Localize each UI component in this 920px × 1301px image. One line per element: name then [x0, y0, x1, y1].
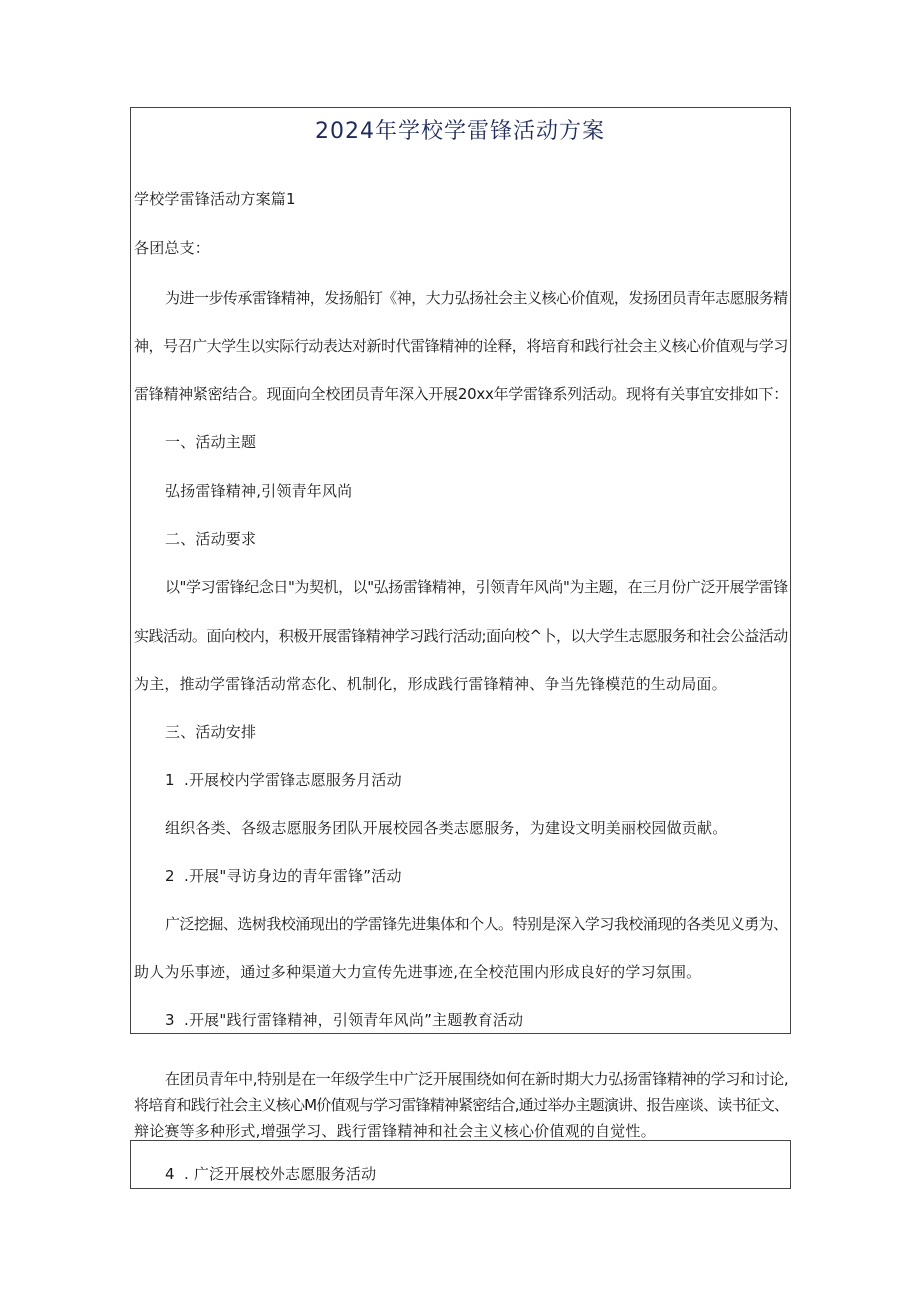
intro-line-1: 为进一步传承雷锋精神，发扬船钉《神，大力弘扬社会主义核心价值观，发扬团员青年志愿服务精 — [165, 289, 788, 307]
item1-title: .开展校内学雷锋志愿服务月活动 — [184, 771, 402, 789]
page-title: 2024年学校学雷锋活动方案 — [315, 119, 605, 144]
item4-title: . 广泛开展校外志愿服务活动 — [184, 1165, 377, 1183]
outside-line-3: 辩论赛等多种形式,增强学习、践行雷锋精神和社会主义核心价值观的自觉性。 — [134, 1122, 656, 1140]
sec2-line-2: 实践活动。面向校内，积极开展雷锋精神学习践行活动;面向校^卜，以大学生志愿服务和社会公益活动 — [134, 627, 788, 645]
item4-number: 4 — [165, 1165, 175, 1183]
item2-line-1: 广泛挖掘、选树我校涌现出的学雷锋先进集体和个人。特别是深入学习我校涌现的各类见义勇为、 — [165, 915, 788, 933]
item2-title: .开展"寻访身边的青年雷锋”活动 — [184, 867, 402, 885]
item3-number: 3 — [165, 1011, 175, 1029]
salutation: 各团总支： — [134, 239, 211, 257]
item2-line-2: 助人为乐事迹，通过多种渠道大力宣传先进事迹,在全校范围内形成良好的学习氛围。 — [134, 963, 702, 981]
intro-line-2: 神，号召广大学生以实际行动表达对新时代雷锋精神的诠释，将培育和践行社会主义核心价值观与学习 — [134, 337, 788, 355]
outside-line-1: 在团员青年中,特别是在一年级学生中广泛开展围绕如何在新时期大力弘扬雷锋精神的学习和讨论, — [165, 1070, 789, 1088]
sec2-title: 二、活动要求 — [165, 530, 257, 548]
section-heading: 学校学雷锋活动方案篇1 — [134, 190, 296, 208]
item1-text: 组织各类、各级志愿服务团队开展校园各类志愿服务，为建设文明美丽校园做贡献。 — [165, 819, 728, 837]
sec1-text: 弘扬雷锋精神,引领青年风尚 — [165, 482, 353, 500]
sec1-title: 一、活动主题 — [165, 433, 257, 451]
item2-number: 2 — [165, 867, 175, 885]
outside-line-2: 将培育和践行社会主义核心M价值观与学习雷锋精神紧密结合,通过举办主题演讲、报告座谈、读书征文、 — [134, 1096, 789, 1114]
sec2-line-3: 为主，推动学雷锋活动常态化、机制化，形成践行雷锋精神、争当先锋模范的生动局面。 — [134, 675, 727, 693]
sec3-title: 三、活动安排 — [165, 723, 257, 741]
item3-title: .开展"践行雷锋精神，引领青年风尚”主题教育活动 — [184, 1011, 524, 1029]
item1-number: 1 — [165, 771, 175, 789]
sec2-line-1: 以"学习雷锋纪念日"为契机，以"弘扬雷锋精神，引领青年风尚"为主题，在三月份广泛开展学雷锋 — [165, 578, 788, 596]
document-frame-top — [130, 107, 791, 1034]
intro-line-3: 雷锋精神紧密结合。现面向全校团员青年深入开展20xx年学雷锋系列活动。现将有关事宜安排如下： — [134, 385, 788, 403]
